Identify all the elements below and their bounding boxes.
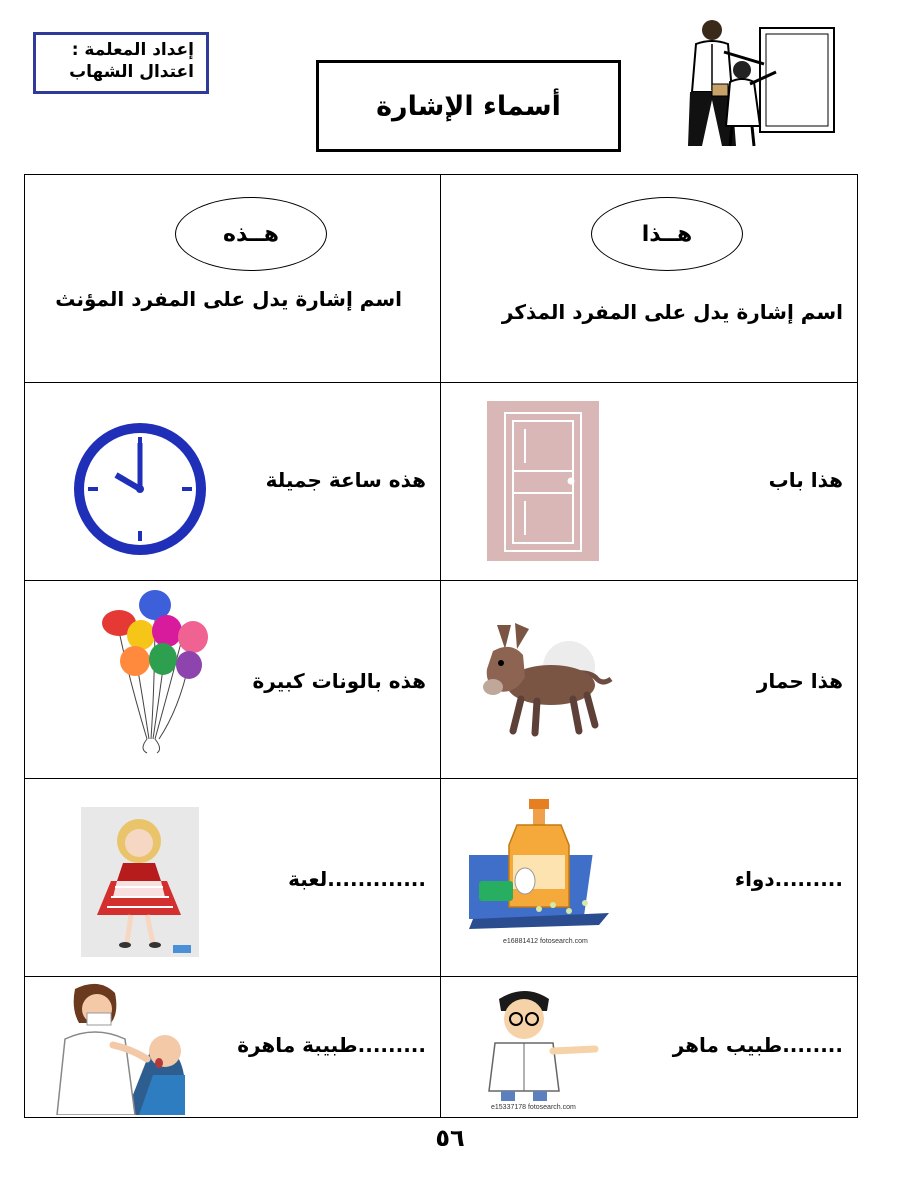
example-sentence: .........طبيبة ماهرة (237, 1033, 426, 1057)
author-name: اعتدال الشهاب (69, 62, 194, 82)
masculine-intro-cell (441, 175, 858, 383)
table-row (25, 581, 858, 779)
page-title: أسماء الإشارة (316, 60, 621, 152)
table-row (25, 779, 858, 977)
teacher-pointing-image (668, 14, 844, 150)
doll-image (81, 807, 199, 957)
table-row (25, 977, 858, 1118)
example-sentence: هذا باب (768, 468, 843, 492)
example-cell (441, 383, 858, 581)
example-sentence: هذه ساعة جميلة (265, 468, 426, 492)
example-cell (25, 383, 441, 581)
example-sentence: ........طبيب ماهر (672, 1033, 843, 1057)
author-box (33, 32, 209, 94)
table-row (25, 175, 858, 383)
balloons-image (99, 589, 217, 754)
page-number: ٥٦ (435, 1124, 465, 1152)
medicine-image (469, 795, 609, 947)
doctor-watermark: e15337178 fotosearch.com (491, 1104, 576, 1111)
doctor-image (471, 981, 605, 1111)
example-cell (441, 977, 858, 1118)
example-sentence: .........دواء (734, 867, 843, 891)
example-sentence: .............لعبة (288, 867, 426, 891)
example-cell (441, 581, 858, 779)
word-oval-hadha: هــذا (591, 197, 743, 271)
example-cell (441, 779, 858, 977)
door-image (487, 401, 599, 561)
example-cell (25, 977, 441, 1118)
medicine-watermark: e16881412 fotosearch.com (503, 938, 588, 945)
table-row (25, 383, 858, 581)
example-cell (25, 779, 441, 977)
author-label: إعداد المعلمة : (71, 40, 194, 60)
donkey-image (471, 603, 616, 748)
clock-image (70, 419, 210, 559)
dentist-image (55, 979, 189, 1115)
word-oval-hadhihi: هــذه (175, 197, 327, 271)
example-sentence: هذه بالونات كبيرة (252, 669, 426, 693)
feminine-definition: اسم إشارة يدل على المفرد المؤنث (55, 287, 402, 311)
feminine-intro-cell (25, 175, 441, 383)
example-sentence: هذا حمار (756, 669, 843, 693)
masculine-definition: اسم إشارة يدل على المفرد المذكر (501, 300, 843, 324)
demonstratives-table (24, 174, 858, 1118)
example-cell (25, 581, 441, 779)
